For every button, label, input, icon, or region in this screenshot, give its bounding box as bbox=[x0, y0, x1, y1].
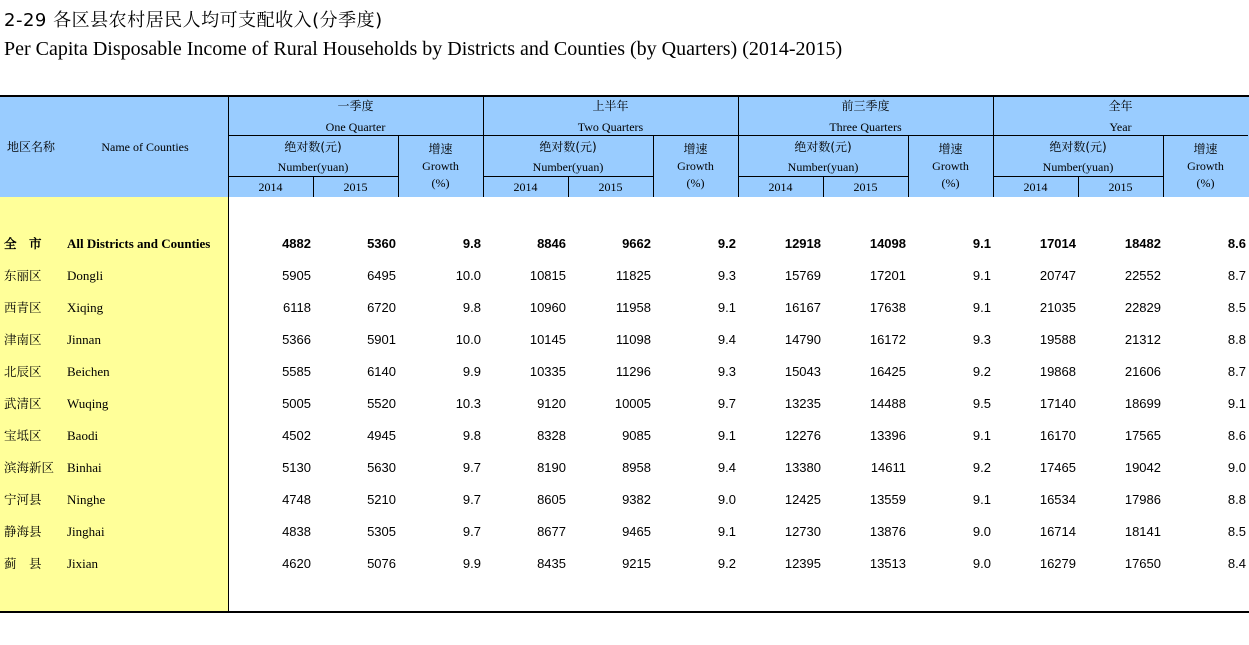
growth-cell: 8.6 bbox=[1227, 236, 1246, 251]
income-cell: 14098 bbox=[869, 236, 906, 251]
table-row bbox=[0, 554, 1249, 574]
income-cell: 8605 bbox=[537, 492, 566, 507]
region-name-chinese: 武清区 bbox=[4, 396, 42, 411]
income-cell: 5130 bbox=[282, 460, 311, 475]
growth-cell: 9.9 bbox=[462, 556, 481, 571]
region-name-english: Ninghe bbox=[67, 492, 106, 507]
region-name-chinese: 蓟 县 bbox=[4, 556, 42, 571]
income-cell: 19042 bbox=[1124, 460, 1161, 475]
income-cell: 10815 bbox=[529, 268, 566, 283]
growth-cell: 8.7 bbox=[1227, 364, 1246, 379]
income-cell: 21035 bbox=[1039, 300, 1076, 315]
year-2014-header: 2014 bbox=[258, 180, 283, 194]
income-cell: 10145 bbox=[529, 332, 566, 347]
table-row bbox=[0, 458, 1249, 478]
growth-cell: 9.0 bbox=[1227, 460, 1246, 475]
growth-cell: 9.1 bbox=[972, 268, 991, 283]
region-name-chinese: 宁河县 bbox=[4, 492, 42, 507]
region-name-chinese: 静海县 bbox=[4, 524, 42, 539]
table-title-chinese: 2-29 各区县农村居民人均可支配收入(分季度) bbox=[4, 10, 383, 31]
period-underline bbox=[993, 135, 1248, 136]
growth-cell: 8.6 bbox=[1227, 428, 1246, 443]
growth-unit-header: (%) bbox=[941, 176, 960, 190]
income-cell: 12425 bbox=[784, 492, 821, 507]
growth-cell: 9.1 bbox=[972, 300, 991, 315]
growth-header-chinese: 增速 bbox=[1193, 142, 1218, 156]
growth-cell: 9.2 bbox=[717, 556, 736, 571]
income-cell: 13380 bbox=[784, 460, 821, 475]
income-cell: 9085 bbox=[622, 428, 651, 443]
table-bottom-rule bbox=[0, 611, 1249, 613]
table-row bbox=[0, 522, 1249, 542]
table-row bbox=[0, 490, 1249, 510]
growth-cell: 9.4 bbox=[717, 332, 736, 347]
income-cell: 6720 bbox=[367, 300, 396, 315]
income-cell: 21606 bbox=[1124, 364, 1161, 379]
income-cell: 9662 bbox=[622, 236, 651, 251]
growth-cell: 8.7 bbox=[1227, 268, 1246, 283]
growth-cell: 9.1 bbox=[717, 524, 736, 539]
income-cell: 8958 bbox=[622, 460, 651, 475]
region-name-english: Wuqing bbox=[67, 396, 109, 411]
table-row bbox=[0, 394, 1249, 414]
table-row bbox=[0, 234, 1249, 254]
absolute-number-header-english: Number(yuan) bbox=[1042, 160, 1114, 174]
income-cell: 14611 bbox=[870, 460, 906, 475]
region-name-chinese: 东丽区 bbox=[4, 268, 42, 283]
income-cell: 16167 bbox=[784, 300, 821, 315]
growth-cell: 8.8 bbox=[1227, 492, 1246, 507]
growth-cell: 9.7 bbox=[462, 460, 481, 475]
growth-cell: 8.5 bbox=[1227, 524, 1246, 539]
growth-cell: 9.1 bbox=[972, 492, 991, 507]
income-cell: 5630 bbox=[367, 460, 396, 475]
income-cell: 22552 bbox=[1124, 268, 1161, 283]
income-cell: 4620 bbox=[282, 556, 311, 571]
year-2015-header: 2015 bbox=[1108, 180, 1133, 194]
growth-cell: 9.1 bbox=[717, 300, 736, 315]
income-cell: 10005 bbox=[614, 396, 651, 411]
region-name-chinese: 宝坻区 bbox=[4, 428, 42, 443]
growth-cell: 9.4 bbox=[717, 460, 736, 475]
region-name-english: Binhai bbox=[67, 460, 102, 475]
income-cell: 9382 bbox=[622, 492, 651, 507]
income-cell: 13559 bbox=[869, 492, 906, 507]
region-name-chinese: 北辰区 bbox=[4, 364, 42, 379]
income-cell: 11825 bbox=[615, 268, 651, 283]
income-cell: 13513 bbox=[869, 556, 906, 571]
period-header-chinese: 前三季度 bbox=[841, 99, 890, 113]
growth-header-chinese: 增速 bbox=[683, 142, 708, 156]
growth-cell: 9.2 bbox=[717, 236, 736, 251]
income-cell: 17986 bbox=[1124, 492, 1161, 507]
income-cell: 18699 bbox=[1124, 396, 1161, 411]
income-cell: 15769 bbox=[784, 268, 821, 283]
region-name-chinese: 全 市 bbox=[4, 236, 42, 251]
income-cell: 5076 bbox=[367, 556, 396, 571]
income-cell: 4838 bbox=[282, 524, 311, 539]
growth-cell: 9.0 bbox=[972, 524, 991, 539]
income-cell: 5901 bbox=[367, 332, 396, 347]
income-cell: 16279 bbox=[1039, 556, 1076, 571]
income-cell: 5585 bbox=[282, 364, 311, 379]
region-name-chinese: 滨海新区 bbox=[4, 460, 55, 475]
growth-header-english: Growth bbox=[677, 159, 714, 173]
region-header-chinese: 地区名称 bbox=[6, 140, 55, 154]
income-cell: 19588 bbox=[1039, 332, 1076, 347]
income-cell: 5360 bbox=[367, 236, 396, 251]
table-row bbox=[0, 266, 1249, 286]
income-cell: 8677 bbox=[537, 524, 566, 539]
period-header-english: Year bbox=[1109, 120, 1132, 134]
income-cell: 8846 bbox=[537, 236, 566, 251]
growth-cell: 8.4 bbox=[1227, 556, 1246, 571]
growth-cell: 10.3 bbox=[455, 396, 481, 411]
income-cell: 18141 bbox=[1124, 524, 1161, 539]
income-cell: 17650 bbox=[1124, 556, 1161, 571]
growth-header-english: Growth bbox=[932, 159, 969, 173]
income-cell: 4945 bbox=[367, 428, 396, 443]
income-cell: 16170 bbox=[1039, 428, 1076, 443]
absolute-number-header-english: Number(yuan) bbox=[532, 160, 604, 174]
growth-unit-header: (%) bbox=[1196, 176, 1215, 190]
income-cell: 9465 bbox=[622, 524, 651, 539]
region-name-english: Xiqing bbox=[67, 300, 104, 315]
income-cell: 8190 bbox=[537, 460, 566, 475]
income-cell: 12276 bbox=[784, 428, 821, 443]
growth-cell: 9.1 bbox=[972, 428, 991, 443]
income-cell: 17465 bbox=[1039, 460, 1076, 475]
growth-cell: 9.3 bbox=[972, 332, 991, 347]
region-header-english: Name of Counties bbox=[101, 140, 189, 154]
growth-unit-header: (%) bbox=[686, 176, 705, 190]
income-cell: 15043 bbox=[784, 364, 821, 379]
growth-cell: 9.8 bbox=[462, 300, 481, 315]
absolute-number-header-chinese: 绝对数(元) bbox=[1049, 140, 1107, 154]
income-cell: 9215 bbox=[622, 556, 651, 571]
income-cell: 4502 bbox=[282, 428, 311, 443]
absolute-number-header-chinese: 绝对数(元) bbox=[539, 140, 597, 154]
income-cell: 16714 bbox=[1039, 524, 1076, 539]
growth-cell: 9.7 bbox=[462, 492, 481, 507]
growth-cell: 8.5 bbox=[1227, 300, 1246, 315]
growth-cell: 9.0 bbox=[972, 556, 991, 571]
growth-cell: 9.0 bbox=[717, 492, 736, 507]
income-cell: 11296 bbox=[615, 364, 651, 379]
absolute-number-header-chinese: 绝对数(元) bbox=[794, 140, 852, 154]
income-cell: 18482 bbox=[1124, 236, 1161, 251]
income-cell: 8328 bbox=[537, 428, 566, 443]
income-cell: 17565 bbox=[1124, 428, 1161, 443]
growth-header-english: Growth bbox=[422, 159, 459, 173]
income-cell: 17638 bbox=[869, 300, 906, 315]
table-row bbox=[0, 298, 1249, 318]
region-name-english: Jixian bbox=[67, 556, 99, 571]
growth-cell: 9.2 bbox=[972, 460, 991, 475]
year-2015-header: 2015 bbox=[598, 180, 623, 194]
growth-cell: 9.8 bbox=[462, 428, 481, 443]
table-row bbox=[0, 426, 1249, 446]
period-header-chinese: 全年 bbox=[1108, 99, 1133, 113]
region-name-english: Beichen bbox=[67, 364, 110, 379]
growth-cell: 9.7 bbox=[462, 524, 481, 539]
income-cell: 5005 bbox=[282, 396, 311, 411]
region-name-english: Dongli bbox=[67, 268, 104, 283]
absolute-number-header-chinese: 绝对数(元) bbox=[284, 140, 342, 154]
income-cell: 12918 bbox=[784, 236, 821, 251]
period-header-english: Two Quarters bbox=[577, 120, 644, 134]
growth-cell: 10.0 bbox=[455, 332, 481, 347]
year-2014-header: 2014 bbox=[1023, 180, 1048, 194]
income-cell: 13876 bbox=[869, 524, 906, 539]
income-cell: 14488 bbox=[869, 396, 906, 411]
growth-cell: 8.8 bbox=[1227, 332, 1246, 347]
income-cell: 5905 bbox=[282, 268, 311, 283]
year-2015-header: 2015 bbox=[343, 180, 368, 194]
income-cell: 9120 bbox=[537, 396, 566, 411]
region-name-english: Jinnan bbox=[67, 332, 101, 347]
income-cell: 12730 bbox=[784, 524, 821, 539]
income-cell: 20747 bbox=[1039, 268, 1076, 283]
income-cell: 17140 bbox=[1039, 396, 1076, 411]
period-underline bbox=[738, 135, 993, 136]
growth-header-chinese: 增速 bbox=[938, 142, 963, 156]
absolute-number-header-english: Number(yuan) bbox=[787, 160, 859, 174]
income-cell: 6495 bbox=[367, 268, 396, 283]
growth-header-chinese: 增速 bbox=[428, 142, 453, 156]
income-cell: 10335 bbox=[529, 364, 566, 379]
income-cell: 22829 bbox=[1124, 300, 1161, 315]
income-cell: 6118 bbox=[283, 300, 311, 315]
growth-cell: 10.0 bbox=[455, 268, 481, 283]
income-cell: 6140 bbox=[367, 364, 396, 379]
year-2015-header: 2015 bbox=[853, 180, 878, 194]
income-cell: 16534 bbox=[1039, 492, 1076, 507]
growth-unit-header: (%) bbox=[431, 176, 450, 190]
table-title-english: Per Capita Disposable Income of Rural Households by Districts and Counties (by Quarters) (2014-2015) bbox=[4, 38, 843, 60]
period-underline bbox=[228, 135, 483, 136]
income-cell: 4882 bbox=[282, 236, 311, 251]
table-row bbox=[0, 362, 1249, 382]
growth-cell: 9.8 bbox=[462, 236, 481, 251]
growth-cell: 9.1 bbox=[717, 428, 736, 443]
income-cell: 17201 bbox=[869, 268, 906, 283]
growth-cell: 9.3 bbox=[717, 364, 736, 379]
income-cell: 21312 bbox=[1124, 332, 1161, 347]
income-cell: 11098 bbox=[615, 332, 651, 347]
income-cell: 5520 bbox=[367, 396, 396, 411]
growth-cell: 9.2 bbox=[972, 364, 991, 379]
region-name-english: Jinghai bbox=[67, 524, 105, 539]
income-cell: 11958 bbox=[615, 300, 651, 315]
growth-cell: 9.1 bbox=[1227, 396, 1246, 411]
income-cell: 13396 bbox=[869, 428, 906, 443]
growth-header-english: Growth bbox=[1187, 159, 1224, 173]
growth-cell: 9.1 bbox=[972, 236, 991, 251]
period-header-chinese: 上半年 bbox=[592, 99, 629, 113]
income-cell: 16425 bbox=[869, 364, 906, 379]
income-cell: 5366 bbox=[282, 332, 311, 347]
period-header-chinese: 一季度 bbox=[337, 99, 374, 113]
region-name-english: Baodi bbox=[67, 428, 99, 443]
year-2014-header: 2014 bbox=[513, 180, 538, 194]
growth-cell: 9.7 bbox=[717, 396, 736, 411]
absolute-number-header-english: Number(yuan) bbox=[277, 160, 349, 174]
growth-cell: 9.3 bbox=[717, 268, 736, 283]
income-cell: 8435 bbox=[537, 556, 566, 571]
region-name-english: All Districts and Counties bbox=[67, 236, 211, 251]
year-2014-header: 2014 bbox=[768, 180, 793, 194]
income-cell: 19868 bbox=[1039, 364, 1076, 379]
region-name-chinese: 西青区 bbox=[4, 300, 42, 315]
income-cell: 5305 bbox=[367, 524, 396, 539]
table-row bbox=[0, 330, 1249, 350]
growth-cell: 9.5 bbox=[972, 396, 991, 411]
income-cell: 10960 bbox=[529, 300, 566, 315]
income-cell: 13235 bbox=[784, 396, 821, 411]
period-underline bbox=[483, 135, 738, 136]
income-cell: 16172 bbox=[869, 332, 906, 347]
income-cell: 17014 bbox=[1039, 236, 1076, 251]
income-cell: 12395 bbox=[784, 556, 821, 571]
period-header-english: One Quarter bbox=[325, 120, 386, 134]
region-name-chinese: 津南区 bbox=[4, 332, 42, 347]
period-header-english: Three Quarters bbox=[829, 120, 902, 134]
income-cell: 14790 bbox=[784, 332, 821, 347]
income-cell: 5210 bbox=[367, 492, 396, 507]
income-cell: 4748 bbox=[282, 492, 311, 507]
growth-cell: 9.9 bbox=[462, 364, 481, 379]
